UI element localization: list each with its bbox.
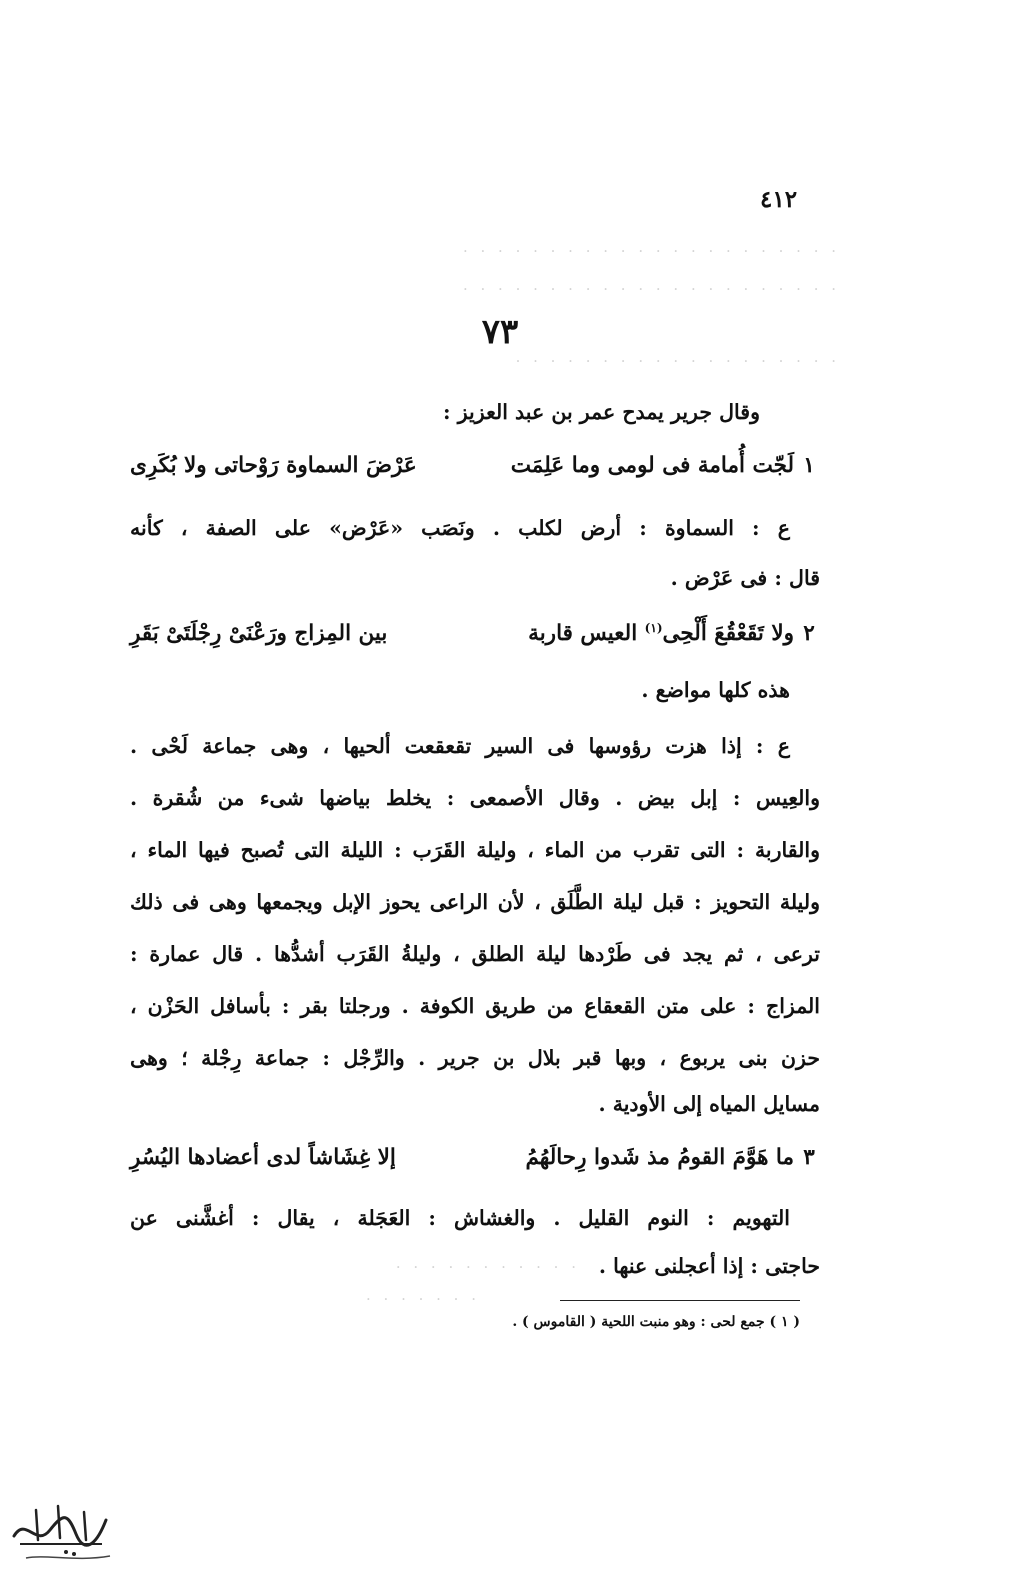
publisher-logo — [6, 1496, 116, 1566]
commentary-line: قال : فى عَرْض . — [670, 566, 820, 590]
commentary-line: مسايل المياه إلى الأودية . — [598, 1092, 820, 1116]
main-text — [130, 0, 820, 1300]
verse-hemistich-first: ولا تَقَعْقُعَ أَلْحِى$^{(١)}$ العيس قاربة — [528, 620, 794, 646]
commentary-line: ع : إذا هزت رؤوسها فى السير تقعقعت ألحيها ، وهى جماعة لَحْى . — [130, 734, 790, 758]
bleed-through-line: · · · · · · · · · · · — [395, 1258, 580, 1276]
bleed-through-line: · · · · · · · · · · · · · · · · · · · · · · — [462, 242, 840, 260]
verse-3 — [130, 1134, 820, 1182]
commentary-line: حزن بنى يربوع ، وبها قبر بلال بن جرير . والرِّجْل : جماعة رِجْلة ؛ وهى — [130, 1046, 820, 1070]
footnote: ( ١ ) جمع لحى : وهو منبت اللحية ( القاموس ) . — [512, 1314, 800, 1330]
commentary-line: وليلة التحويز : قبل ليلة الطَّلَق ، لأن الراعى يحوز الإبل ويجمعها وهى فى ذلك — [130, 890, 820, 914]
commentary-line: هذه كلها مواضع . — [641, 678, 790, 702]
verse-hemistich-second: إلا غِشَاشاً لدى أعضادها اليُسُرِ — [130, 1145, 396, 1170]
commentary-line: التهويم : النوم القليل . والغشاش : العَجَلة ، يقال : أغشَّنى عن — [130, 1206, 790, 1230]
verse-number: ١ — [803, 453, 815, 478]
verse-2 — [130, 610, 820, 658]
verse-1 — [130, 442, 820, 490]
footnote-divider — [560, 1300, 800, 1301]
intro-line: وقال جرير يمدح عمر بن عبد العزيز : — [443, 400, 760, 424]
verse-number: ٢ — [803, 621, 815, 646]
verse-hemistich-first: لَجّت أُمامة فى لومى وما عَلِمَت — [510, 453, 794, 478]
bleed-through-line: · · · · · · · — [366, 1290, 480, 1308]
commentary-line: حاجتى : إذا أعجلنى عنها . — [598, 1254, 820, 1278]
commentary-line: ترعى ، ثم يجد فى طَرْدها ليلة الطلق ، وليلةُ القَرَب أشدُّها . قال عمارة : — [130, 942, 820, 966]
bleed-through-line: · · · · · · · · · · · · · · · · · · · · · · — [462, 280, 840, 298]
verse-hemistich-second: بين المِزاج ورَعْنَىْ رِجْلَتَىْ بَقَرِ — [130, 621, 388, 646]
verse-hemistich-second: عَرْضَ السماوة رَوْحاتى ولا بُكَرِى — [130, 453, 417, 478]
commentary-line: المزاج : على متن القعقاع من طريق الكوفة . ورجلتا بقر : بأسافل الحَزْن ، — [130, 994, 820, 1018]
commentary-line: والقاربة : التى تقرب من الماء ، وليلة القَرَب : الليلة التى تُصبح فيها الماء ، — [130, 838, 820, 862]
verse-hemistich-first: ما هَوَّمَ القومُ مذ شَدوا رِحالَهُمُ — [525, 1145, 794, 1170]
verse-number: ٣ — [803, 1145, 815, 1170]
bleed-through-line: · · · · · · · · · · · · · · · · · · · — [515, 352, 840, 370]
commentary-line: ع : السماوة : أرض لكلب . ونَصَب «عَرْض» على الصفة ، كأنه — [130, 516, 790, 540]
footnote-marker: (١) — [644, 620, 663, 635]
poem-number: ٧٣ — [481, 312, 519, 352]
commentary-line: والعِيس : إبل بيض . وقال الأصمعى : يخلط بياضها شىء من شُقرة . — [130, 786, 820, 810]
calligraphy-logo-icon — [6, 1496, 116, 1566]
page-number: ٤١٢ — [760, 186, 798, 213]
